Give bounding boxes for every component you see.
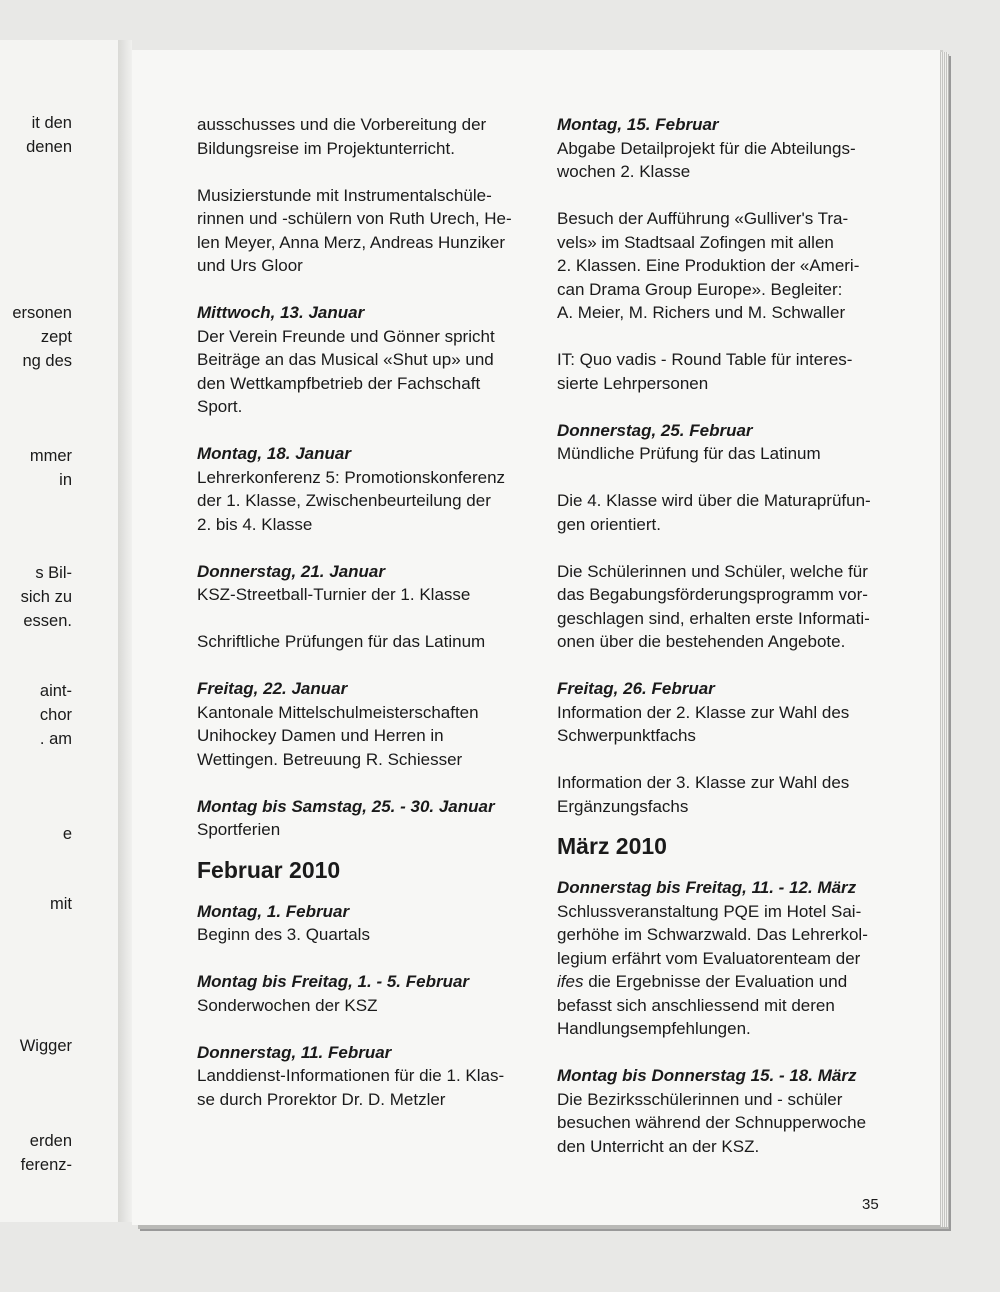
calendar-entry (557, 677, 887, 748)
calendar-entry (197, 113, 527, 160)
entry-text: Kantonale Mittelschulmeisterschaften Unihockey Damen und Herren in Wettingen. Betreuung R. Schiesser (197, 702, 479, 769)
entry-text: IT: Quo vadis - Round Table für interes- sierte Lehrpersonen (557, 350, 853, 393)
calendar-entry (557, 348, 887, 395)
entry-text: Sonderwochen der KSZ (197, 995, 378, 1015)
calendar-entry (197, 442, 527, 536)
column-left (197, 113, 527, 1135)
left-fragment: erden (29, 1132, 72, 1150)
entry-text: Sportferien (197, 820, 281, 839)
entry-text: Abgabe Detailprojekt für die Abteilungs- wochen 2. Klasse (557, 138, 856, 181)
column-right (557, 113, 887, 1182)
calendar-entry (197, 1041, 527, 1112)
entry-date: Freitag, 26. Februar (557, 679, 715, 698)
left-fragment: zept (40, 328, 72, 346)
calendar-entry (557, 489, 887, 536)
entry-date: Montag, 15. Februar (557, 115, 719, 134)
entry-text: Lehrerkonferenz 5: Promotionskonferenz der 1. Klasse, Zwischenbeurteilung der 2. bis 4. Klasse (197, 467, 506, 534)
calendar-entry (557, 771, 887, 818)
entry-date: Montag bis Donnerstag 15. - 18. März (557, 1066, 857, 1085)
month-heading: März 2010 (557, 833, 667, 859)
calendar-entry (557, 1064, 887, 1158)
entry-text: Mündliche Prüfung für das Latinum (557, 444, 821, 463)
entry-text-italic: ifes (557, 972, 584, 991)
calendar-entry (557, 113, 887, 184)
calendar-entry (197, 795, 527, 842)
left-fragment: chor (39, 706, 72, 724)
left-fragment: ersonen (12, 304, 72, 322)
entry-text: Landdienst-Informationen für die 1. Klas- se durch Prorektor Dr. D. Metzler (197, 1066, 505, 1109)
calendar-entry (197, 970, 527, 1017)
calendar-entry (197, 677, 527, 771)
entry-text: KSZ-Streetball-Turnier der 1. Klasse (197, 585, 471, 604)
entry-date: Montag bis Freitag, 1. - 5. Februar (197, 972, 470, 991)
left-page (0, 40, 118, 1222)
left-fragment: it den (31, 114, 72, 132)
left-fragment: ng des (22, 352, 72, 370)
entry-date: Montag, 1. Februar (197, 901, 350, 921)
entry-date: Montag, 18. Januar (197, 444, 351, 463)
calendar-entry (557, 560, 887, 654)
left-fragment: aint- (39, 682, 72, 700)
entry-text (557, 900, 887, 1041)
entry-date: Mittwoch, 13. Januar (197, 303, 365, 322)
calendar-entry (197, 301, 527, 419)
entry-text: Beginn des 3. Quartals (197, 925, 370, 944)
entry-text: Information der 3. Klasse zur Wahl des Ergänzungsfachs (557, 773, 850, 816)
left-fragment: Wigger (19, 1037, 72, 1055)
calendar-entry (197, 630, 527, 654)
entry-text: Die Schülerinnen und Schüler, welche für das Begabungsförderungsprogramm vor- geschlagen sind, erhalten erste Informati- onen über die bestehenden Angebote. (557, 561, 870, 651)
month-heading: Februar 2010 (197, 856, 341, 883)
page-edge (940, 52, 948, 1227)
left-fragment: mmer (29, 447, 72, 465)
entry-text: Musizierstunde mit Instrumentalschüle- rinnen und -schülern von Ruth Urech, He- len Meyer, Anna Merz, Andreas Hunziker und Urs Gloor (197, 185, 512, 275)
book-gutter (118, 40, 132, 1222)
entry-date: Donnerstag, 11. Februar (197, 1042, 392, 1062)
calendar-entry (197, 900, 527, 947)
entry-text: Besuch der Aufführung «Gulliver's Tra- vels» im Stadtsaal Zofingen mit allen 2. Klassen. Eine Produktion der «Ameri- can Drama Group Europe». Begleiter: A. Meier, M. Richers und M. Schwaller (557, 209, 860, 322)
entry-text: Die Bezirksschülerinnen und - schüler besuchen während der Schnupperwoche den Unterricht an der KSZ. (557, 1089, 867, 1156)
entry-text: Die 4. Klasse wird über die Maturaprüfun- gen orientiert. (557, 491, 871, 534)
left-fragment: sich zu (20, 588, 72, 606)
left-fragment: in (59, 471, 72, 489)
calendar-entry (557, 876, 887, 1041)
left-fragment: . am (39, 730, 72, 748)
entry-text: Der Verein Freunde und Gönner spricht Beiträge an das Musical «Shut up» und den Wettkampfbetrieb der Fachschaft Sport. (197, 326, 495, 416)
left-fragment: ferenz- (20, 1156, 72, 1174)
entry-date: Montag bis Samstag, 25. - 30. Januar (197, 796, 495, 816)
entry-date: Donnerstag, 25. Februar (557, 420, 753, 440)
left-fragment: e (62, 825, 72, 843)
left-fragment: essen. (23, 612, 72, 630)
entry-date: Donnerstag, 21. Januar (197, 561, 386, 581)
entry-text-part: Schlussveranstaltung PQE im Hotel Sai- gerhöhe im Schwarzwald. Das Lehrerkol- legium erfährt vom Evaluatorenteam der (557, 901, 868, 968)
entry-text: ausschusses und die Vorbereitung der Bildungsreise im Projektunterricht. (197, 115, 487, 158)
left-fragment: denen (26, 138, 72, 156)
entry-text-part: die Ergebnisse der Evaluation und befasst sich anschliessend mit deren Handlungsempfehlungen. (557, 972, 848, 1038)
entry-date: Freitag, 22. Januar (197, 679, 348, 698)
left-fragment: s Bil- (35, 564, 72, 582)
entry-text: Schriftliche Prüfungen für das Latinum (197, 632, 486, 651)
calendar-entry (557, 419, 887, 466)
entry-text: Information der 2. Klasse zur Wahl des Schwerpunktfachs (557, 702, 850, 745)
calendar-entry (197, 560, 527, 607)
page-number: 35 (862, 1196, 879, 1213)
calendar-entry (197, 184, 527, 278)
calendar-entry (557, 207, 887, 325)
entry-date: Donnerstag bis Freitag, 11. - 12. März (557, 878, 857, 897)
left-fragment: mit (50, 895, 72, 913)
